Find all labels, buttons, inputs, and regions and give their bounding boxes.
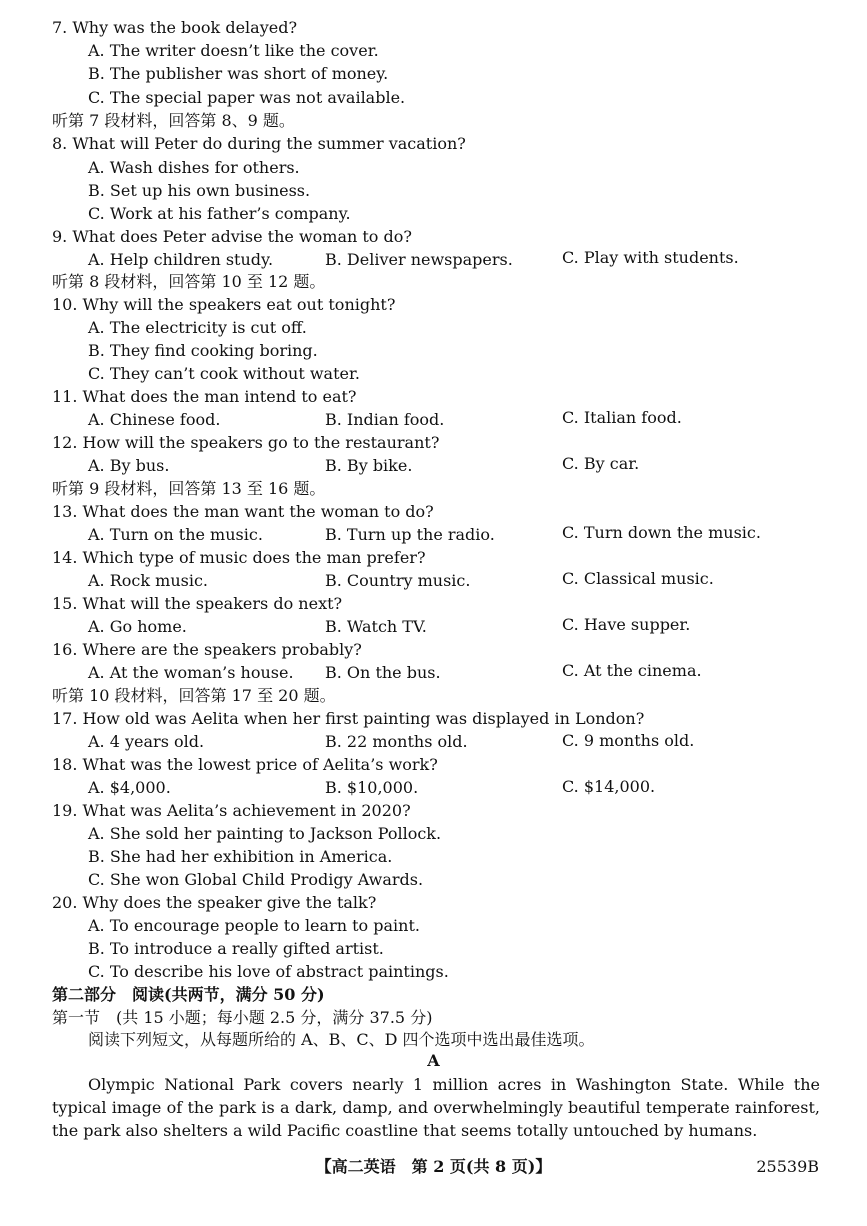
question-10-option-a: A. The electricity is cut off. <box>88 318 307 337</box>
section-9-instruction: 听第 9 段材料，回答第 13 至 16 题。 <box>52 479 326 498</box>
question-19-option-b: B. She had her exhibition in America. <box>88 847 393 866</box>
question-20-option-b: B. To introduce a really gifted artist. <box>88 939 384 958</box>
question-13-option-c: C. Turn down the music. <box>562 523 761 542</box>
section-7-instruction: 听第 7 段材料，回答第 8、9 题。 <box>52 111 295 130</box>
question-14-option-a: A. Rock music. <box>88 571 208 590</box>
question-9-option-c: C. Play with students. <box>562 248 739 267</box>
question-14-option-c: C. Classical music. <box>562 569 714 588</box>
question-15-stem: 15. What will the speakers do next? <box>52 594 343 613</box>
question-8-option-c: C. Work at his father’s company. <box>88 204 351 223</box>
question-15-option-a: A. Go home. <box>88 617 187 636</box>
question-12-option-a: A. By bus. <box>88 456 170 475</box>
part-2-section-1: 第一节 (共 15 小题；每小题 2.5 分，满分 37.5 分) <box>52 1008 433 1027</box>
question-12-stem: 12. How will the speakers go to the restaurant? <box>52 433 440 452</box>
question-18-option-a: A. $4,000. <box>88 778 171 797</box>
question-20-stem: 20. Why does the speaker give the talk? <box>52 893 377 912</box>
question-13-option-b: B. Turn up the radio. <box>325 525 495 544</box>
question-11-option-b: B. Indian food. <box>325 410 445 429</box>
reading-instruction: 阅读下列短文，从每题所给的 A、B、C、D 四个选项中选出最佳选项。 <box>88 1030 595 1049</box>
question-15-option-c: C. Have supper. <box>562 615 691 634</box>
question-13-option-a: A. Turn on the music. <box>88 525 263 544</box>
section-10-instruction: 听第 10 段材料，回答第 17 至 20 题。 <box>52 686 336 705</box>
question-17-option-c: C. 9 months old. <box>562 731 695 750</box>
question-19-stem: 19. What was Aelita’s achievement in 2020? <box>52 801 411 820</box>
question-18-option-b: B. $10,000. <box>325 778 419 797</box>
question-19-option-c: C. She won Global Child Prodigy Awards. <box>88 870 424 889</box>
question-19-option-a: A. She sold her painting to Jackson Pollock. <box>88 824 442 843</box>
question-9-stem: 9. What does Peter advise the woman to do? <box>52 227 412 246</box>
passage-text <box>52 1073 820 1142</box>
question-13-stem: 13. What does the man want the woman to do? <box>52 502 434 521</box>
question-10-stem: 10. Why will the speakers eat out tonight? <box>52 295 396 314</box>
question-20-option-c: C. To describe his love of abstract paintings. <box>88 962 449 981</box>
part-2-heading: 第二部分 阅读(共两节，满分 50 分) <box>52 985 325 1004</box>
question-8-option-a: A. Wash dishes for others. <box>88 158 300 177</box>
question-16-option-a: A. At the woman’s house. <box>88 663 294 682</box>
question-12-option-b: B. By bike. <box>325 456 413 475</box>
question-8-option-b: B. Set up his own business. <box>88 181 311 200</box>
question-17-stem: 17. How old was Aelita when her first painting was displayed in London? <box>52 709 645 728</box>
question-14-stem: 14. Which type of music does the man prefer? <box>52 548 426 567</box>
question-11-option-a: A. Chinese food. <box>88 410 221 429</box>
question-11-option-c: C. Italian food. <box>562 408 682 427</box>
question-18-option-c: C. $14,000. <box>562 777 656 796</box>
question-12-option-c: C. By car. <box>562 454 640 473</box>
passage-body: Olympic National Park covers nearly 1 million acres in Washington State. While the typical image of the park is a dark, damp, and overwhelmingly beautiful temperate rainforest, the park also shelters a wild Pacific coastline that seems totally untouched by humans. <box>52 1075 820 1140</box>
question-18-stem: 18. What was the lowest price of Aelita’s work? <box>52 755 438 774</box>
passage-label: A <box>427 1051 440 1070</box>
question-7-option-b: B. The publisher was short of money. <box>88 64 389 83</box>
question-7-option-c: C. The special paper was not available. <box>88 88 406 107</box>
question-10-option-c: C. They can’t cook without water. <box>88 364 360 383</box>
question-11-stem: 11. What does the man intend to eat? <box>52 387 357 406</box>
question-14-option-b: B. Country music. <box>325 571 471 590</box>
question-17-option-b: B. 22 months old. <box>325 732 468 751</box>
page-footer-title: 【高二英语 第 2 页(共 8 页)】 <box>315 1157 552 1176</box>
question-16-option-b: B. On the bus. <box>325 663 441 682</box>
question-20-option-a: A. To encourage people to learn to paint. <box>88 916 420 935</box>
question-8-stem: 8. What will Peter do during the summer vacation? <box>52 134 466 153</box>
question-9-option-a: A. Help children study. <box>88 250 274 269</box>
question-7-stem: 7. Why was the book delayed? <box>52 18 298 37</box>
question-7-option-a: A. The writer doesn’t like the cover. <box>88 41 379 60</box>
question-15-option-b: B. Watch TV. <box>325 617 427 636</box>
page-footer-code: 25539B <box>756 1157 819 1176</box>
section-8-instruction: 听第 8 段材料，回答第 10 至 12 题。 <box>52 272 326 291</box>
question-9-option-b: B. Deliver newspapers. <box>325 250 513 269</box>
question-16-stem: 16. Where are the speakers probably? <box>52 640 362 659</box>
question-17-option-a: A. 4 years old. <box>88 732 205 751</box>
question-10-option-b: B. They find cooking boring. <box>88 341 318 360</box>
question-16-option-c: C. At the cinema. <box>562 661 702 680</box>
